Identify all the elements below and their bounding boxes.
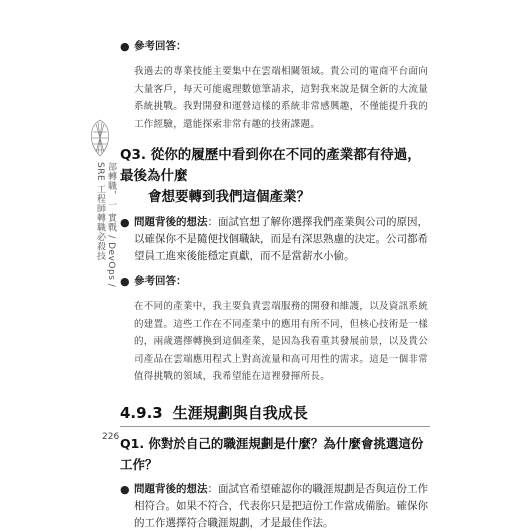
thought-label: 問題背後的想法 (134, 482, 208, 495)
section-heading (120, 402, 430, 424)
reference-answer-label: 參考回答： (134, 40, 187, 52)
reference-answer-bullet (120, 38, 430, 55)
section-number: 4.9.3 (120, 403, 163, 422)
question-heading-q1: Q1. 你對於自己的職涯規劃是什麼？為什麼會挑選這份工作？ (120, 435, 424, 472)
reference-answer-bullet-q3 (120, 273, 430, 290)
thought-bullet-q1 (120, 481, 430, 532)
chapter-side-label: 部轉職，一 實戰 / DevOps / SRE 工程師轉職必殺技 (95, 162, 116, 288)
question-q3-line1: Q3. 從你的履歷中看到你在不同的產業都有待過，最後為什麼 (120, 147, 421, 184)
bullet-icon: ● (120, 40, 130, 53)
thought-body: ：面試官希望確認你的職涯規劃是否與這份工作相符合。如果不符合，代表你只是把這份工作當成備胎。確保你的工作選擇符合職涯規劃，才是最佳作法。 (134, 482, 428, 529)
thought-label: 問題背後的想法 (134, 216, 208, 228)
chapter-side-tab (86, 118, 114, 288)
pen-sketch-illustration (86, 118, 114, 158)
question-q3-line2: 會想要轉到我們這個產業？ (148, 189, 310, 205)
thought-bullet-q3 (120, 214, 430, 265)
bullet-icon: ● (120, 482, 130, 496)
bullet-icon: ● (120, 275, 130, 288)
thought-text-q3 (134, 214, 430, 265)
bullet-icon: ● (120, 216, 130, 229)
section-title: 生涯規劃與自我成長 (172, 403, 308, 422)
thought-body: ：面試官想了解你選擇我們產業與公司的原因，以確保你不是隨便找個職缺，而是有深思熟慮的決定。公司都希望員工進來後能穩定貢獻，而不是當薪水小偷。 (134, 216, 428, 262)
question-heading-q3 (120, 145, 430, 208)
reference-answer-text-q3: 在不同的產業中，我主要負責雲端服務的開發和維護，以及資訊系統的建置。這些工作在不同產業中的應用有所不同，但核心技術是一樣的，兩歲選擇轉換到這個產業，是因為我看重其發展前景，以及貴公司產品在雲端應用程式上對高流量和高可用性的需求。這是一個非常值得挑戰的領域，我希望能在這裡發揮所長。 (134, 301, 429, 382)
main-content (120, 38, 430, 532)
page-number: 226 (102, 432, 120, 442)
thought-text-q1 (134, 481, 430, 532)
reference-answer-text: 我過去的專業技能主要集中在雲端相關領域。貴公司的電商平台面向大量客戶，每天可能處理數億筆請求，這對我來說是個全新的大流量系統挑戰。我對開發和運營這樣的系統非常感興趣，不僅能提升我的工作經驗，還能探索非常有趣的技術課題。 (134, 66, 429, 130)
section-divider (120, 426, 430, 427)
reference-answer-label-q3: 參考回答： (134, 275, 187, 287)
